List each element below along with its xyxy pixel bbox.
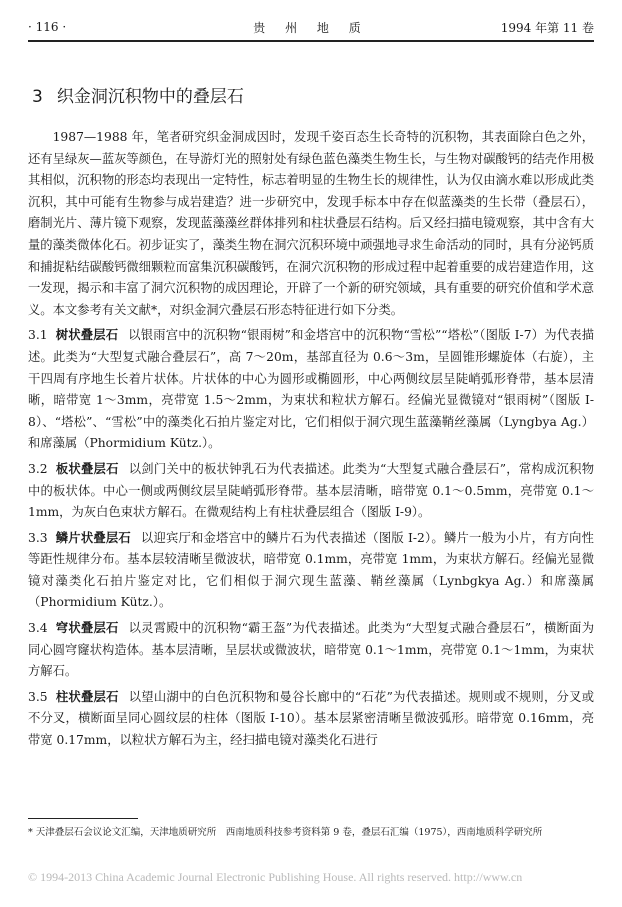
subsection-text: 以银雨宫中的沉积物“银雨树”和金塔宫中的沉积物“雪松”“塔松”（图版 I-7）为代表描述。此类为“大型复式融合叠层石”，高 7～20m，基部直径为 0.6～3m，呈圆锥形螺旋体（右旋），主干四周有序地生长着片状体。片状体的中心为圆形或椭圆形，中心两侧纹层呈陡峭弧形脊带，基本层清晰，暗带宽 1～3mm，亮带宽 1.5～2mm，为束状和粒状方解石。经偏光显微镜对“银雨树”（图版 I-8）、“塔松”、“雪松”中的藻类化石拍片鉴定对比，它们相似于洞穴现生蓝藻鞘丝藻属（Lyngbya Ag.）和席藻属（Phormidium Kütz.）。: [28, 328, 594, 451]
journal-name: 贵 州 地 质: [253, 20, 369, 35]
intro-paragraph: 1987—1988 年，笔者研究织金洞成因时，发现千姿百态生长奇特的沉积物，其表面除白色之外，还有呈绿灰—蓝灰等颜色，在导游灯光的照射处有绿色蓝色藻类生物生长，与生物对碳酸钙的结壳作用极其相似，沉积物的形态均表现出一定特性，标志着明显的生物生长的规律性，认为仅由滴水难以形成此类沉积，其中可能有生物参与成岩建造？进一步研究中，发现手标本中存在似蓝藻类的生长带（叠层石），磨制光片、薄片镜下观察，发现蓝藻藻丝群体排列和柱状叠层石结构。后又经扫描电镜观察，其中含有大量的藻类微体化石。初步证实了，藻类生物在洞穴沉积环境中顽强地寻求生命活动的同时，具有分泌钙质和捕捉粘结碳酸钙微细颗粒而富集沉积碳酸钙，在洞穴沉积物的形成过程中起着重要的成岩建造作用，这一发现，揭示和丰富了洞穴沉积物的成因理论，开辟了一个新的研究领域，具有重要的研究价值和学术意义。本文参考有关文献*，对织金洞穴叠层石形态特征进行如下分类。: [28, 130, 594, 317]
subsection-text: 以剑门关中的板状钟乳石为代表描述。此类为“大型复式融合叠层石”，常构成沉积物中的板状体。中心一侧或两侧纹层呈陡峭弧形脊带。基本层清晰，暗带宽 0.1～0.5mm，亮带宽 0.1～1mm，为灰白色束状方解石。在微观结构上有柱状叠层组合（图版 I-9）。: [28, 461, 594, 520]
subsection-3-3: [28, 527, 594, 614]
section-title: [32, 82, 244, 107]
footnote-rule: [28, 818, 138, 819]
subsection-text: 以望山湖中的白色沉积物和曼谷长廊中的“石花”为代表描述。规则或不规则，分叉或不分叉，横断面呈同心圆纹层的柱体（图版 I-10）。基本层紧密清晰呈微波弧形。暗带宽 0.16mm，亮带宽 0.17mm，以粒状方解石为主，经扫描电镜对藻类化石进行: [28, 689, 594, 748]
subsection-number: 3.1: [28, 328, 48, 343]
subsection-number: 3.4: [28, 621, 48, 636]
subsection-heading: 穹状叠层石: [55, 620, 119, 636]
footnote: * 天津叠层石会议论文汇编，天津地质研究所 西南地质科技参考资料第 9 卷，叠层石汇编（1975），西南地质科学研究所: [28, 827, 543, 838]
subsection-heading: 板状叠层石: [55, 460, 119, 476]
body-text: [28, 127, 594, 752]
subsection-text: 以灵霄殿中的沉积物“霸王盔”为代表描述。此类为“大型复式融合叠层石”，横断面为同心圆穹窿状构造体。基本层清晰，呈层状或微波状，暗带宽 0.1～1mm，亮带宽 0.1～1mm，为束状方解石。: [28, 621, 594, 679]
subsection-number: 3.5: [28, 689, 48, 704]
issue-label: 1994 年第 11 卷: [500, 20, 594, 35]
copyright-watermark: © 1994-2013 China Academic Journal Electronic Publishing House. All rights reserved. http://www.cn: [28, 870, 523, 884]
subsection-3-2: [28, 458, 594, 524]
subsection-3-5: [28, 686, 594, 752]
page-number: · 116 ·: [28, 20, 67, 34]
subsection-3-4: [28, 617, 594, 683]
subsection-heading: 柱状叠层石: [55, 688, 119, 704]
section-title-text: 织金洞沉积物中的叠层石: [56, 87, 244, 107]
subsection-heading: 鳞片状叠层石: [55, 529, 131, 545]
subsection-number: 3.2: [28, 461, 48, 476]
section-number: 3: [32, 87, 43, 107]
subsection-heading: 树状叠层石: [55, 327, 119, 343]
header-rule: [28, 40, 594, 42]
subsection-number: 3.3: [28, 530, 48, 545]
running-header: [28, 16, 594, 38]
subsection-text: 以迎宾厅和金塔宫中的鳞片石为代表描述（图版 I-2）。鳞片一般为小片，有方向性等距性规律分布。基本层较清晰呈微波状，暗带宽 0.1mm，亮带宽 1mm，为束状方解石。经偏光显微镜对藻类化石拍片鉴定对比，它们相似于洞穴现生蓝藻、鞘丝藻属（Lynbgkya Ag.）和席藻属（Phormidium Kütz.）。: [28, 530, 594, 610]
subsection-3-1: [28, 324, 594, 455]
